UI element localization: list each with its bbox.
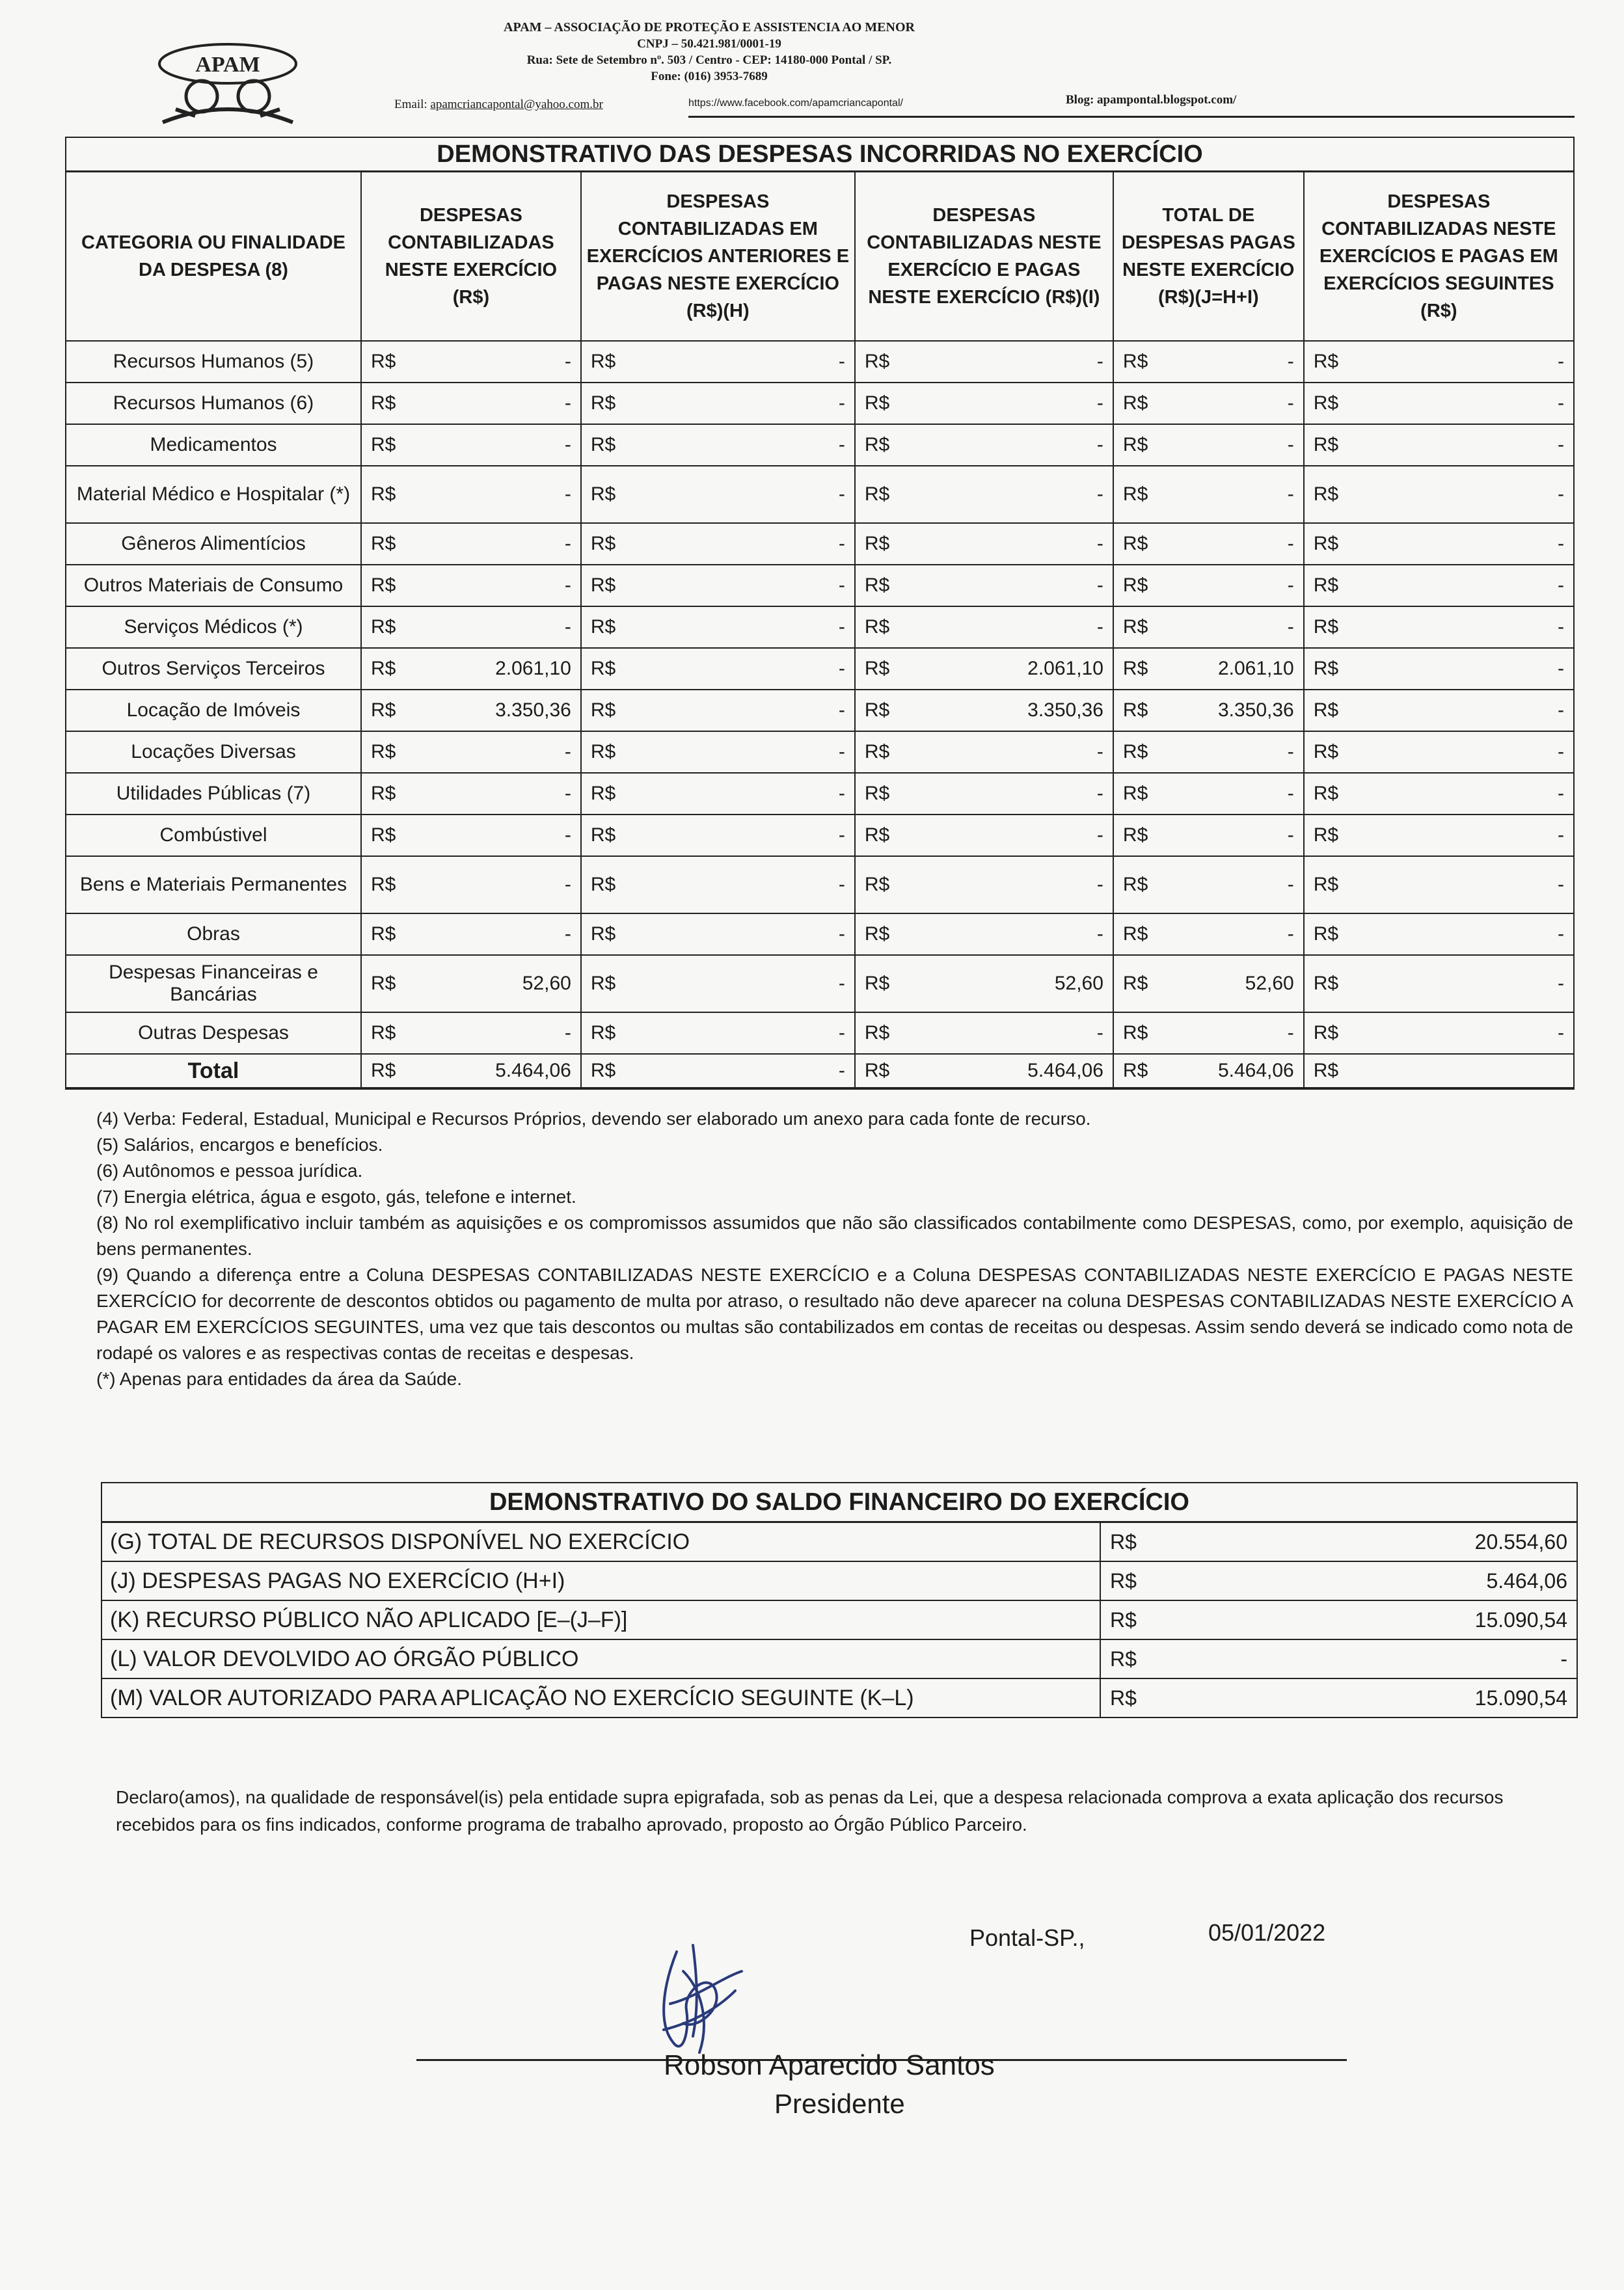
category-cell: Obras — [66, 913, 361, 955]
amount-cell: - — [900, 424, 1113, 466]
amount-cell: - — [900, 606, 1113, 648]
currency-label: R$ — [361, 913, 407, 955]
table-row — [66, 565, 1574, 606]
footnotes — [96, 1106, 1573, 1392]
amount-cell: - — [900, 731, 1113, 773]
currency-label: R$ — [581, 690, 627, 731]
table-row — [66, 856, 1574, 913]
amount-cell: - — [900, 913, 1113, 955]
currency-label: R$ — [1113, 523, 1159, 565]
category-cell: Outros Serviços Terceiros — [66, 648, 361, 690]
amount-cell: - — [407, 565, 581, 606]
currency-label: R$ — [581, 383, 627, 424]
currency-label: R$ — [1100, 1522, 1150, 1562]
signature-date: 05/01/2022 — [1208, 1919, 1326, 1946]
currency-label: R$ — [855, 523, 900, 565]
header-pagas: DESPESAS CONTABILIZADAS NESTE EXERCÍCIO E PAGAS NESTE EXERCÍCIO (R$)(I) — [855, 172, 1113, 342]
balance-label: (M) VALOR AUTORIZADO PARA APLICAÇÃO NO EXERCÍCIO SEGUINTE (K–L) — [102, 1678, 1100, 1717]
header-contabilizadas: DESPESAS CONTABILIZADAS NESTE EXERCÍCIO (R$) — [361, 172, 581, 342]
category-cell: Bens e Materiais Permanentes — [66, 856, 361, 913]
header-total-pagas: TOTAL DE DESPESAS PAGAS NESTE EXERCÍCIO (R$)(J=H+I) — [1113, 172, 1304, 342]
amount-cell: - — [900, 856, 1113, 913]
currency-label: R$ — [855, 1012, 900, 1054]
amount-cell: - — [1349, 856, 1574, 913]
amount-cell: - — [1159, 913, 1304, 955]
table-row — [66, 606, 1574, 648]
amount-cell: - — [627, 913, 855, 955]
blog-link[interactable]: Blog: apampontal.blogspot.com/ — [1066, 93, 1237, 107]
amount-cell: - — [407, 731, 581, 773]
currency-label: R$ — [855, 341, 900, 383]
email-label: Email: — [394, 98, 427, 111]
amount-cell: - — [627, 424, 855, 466]
balance-row — [102, 1600, 1577, 1639]
amount-cell: - — [1349, 424, 1574, 466]
currency-label: R$ — [581, 341, 627, 383]
org-name: APAM – ASSOCIAÇÃO DE PROTEÇÃO E ASSISTENCIA AO MENOR — [504, 20, 915, 34]
balance-value: 15.090,54 — [1150, 1600, 1577, 1639]
amount-cell: - — [627, 1012, 855, 1054]
amount-cell: - — [900, 1012, 1113, 1054]
amount-cell: - — [407, 773, 581, 815]
amount-cell: 52,60 — [900, 955, 1113, 1012]
amount-cell: - — [627, 1054, 855, 1088]
amount-cell: - — [1159, 606, 1304, 648]
balance-label: (L) VALOR DEVOLVIDO AO ÓRGÃO PÚBLICO — [102, 1639, 1100, 1678]
amount-cell: - — [627, 856, 855, 913]
table-row — [66, 466, 1574, 523]
currency-label: R$ — [1113, 913, 1159, 955]
handwritten-signature — [638, 1932, 768, 2062]
amount-cell: - — [1349, 913, 1574, 955]
balance-label: (G) TOTAL DE RECURSOS DISPONÍVEL NO EXERCÍCIO — [102, 1522, 1100, 1562]
currency-label: R$ — [1113, 773, 1159, 815]
note: (5) Salários, encargos e benefícios. — [96, 1135, 383, 1155]
currency-label: R$ — [581, 466, 627, 523]
apam-logo — [150, 31, 306, 129]
amount-cell: - — [900, 523, 1113, 565]
amount-cell: 52,60 — [1159, 955, 1304, 1012]
note: (7) Energia elétrica, água e esgoto, gás, telefone e internet. — [96, 1187, 576, 1207]
currency-label: R$ — [361, 955, 407, 1012]
amount-cell: - — [1349, 1012, 1574, 1054]
currency-label: R$ — [855, 955, 900, 1012]
amount-cell: - — [1159, 856, 1304, 913]
currency-label: R$ — [1304, 773, 1349, 815]
amount-cell: - — [1349, 690, 1574, 731]
amount-cell: - — [1159, 383, 1304, 424]
table-row — [66, 913, 1574, 955]
amount-cell: - — [1349, 383, 1574, 424]
currency-label: R$ — [581, 815, 627, 856]
currency-label: R$ — [361, 466, 407, 523]
amount-cell: - — [1159, 773, 1304, 815]
currency-label: R$ — [361, 606, 407, 648]
amount-cell — [1349, 1054, 1574, 1088]
amount-cell: - — [407, 424, 581, 466]
currency-label: R$ — [855, 1054, 900, 1088]
declaration-text: Declaro(amos), na qualidade de responsável(is) pela entidade supra epigrafada, sob as penas da Lei, que a despesa relacionada comprova a exata aplicação dos recursos recebidos para os fins indicados, conforme programa de trabalho aprovado, proposto ao Órgão Público Parceiro. — [116, 1787, 1504, 1835]
currency-label: R$ — [361, 523, 407, 565]
amount-cell: - — [1349, 815, 1574, 856]
currency-label: R$ — [581, 523, 627, 565]
amount-cell: - — [407, 815, 581, 856]
amount-cell: 3.350,36 — [900, 690, 1113, 731]
amount-cell: - — [900, 341, 1113, 383]
currency-label: R$ — [361, 815, 407, 856]
amount-cell: - — [627, 731, 855, 773]
currency-label: R$ — [1113, 341, 1159, 383]
amount-cell: - — [900, 466, 1113, 523]
amount-cell: - — [627, 341, 855, 383]
currency-label: R$ — [1113, 606, 1159, 648]
amount-cell: - — [1159, 565, 1304, 606]
amount-cell: - — [407, 606, 581, 648]
currency-label: R$ — [581, 1054, 627, 1088]
currency-label: R$ — [855, 648, 900, 690]
category-cell: Recursos Humanos (5) — [66, 341, 361, 383]
amount-cell: 2.061,10 — [900, 648, 1113, 690]
amount-cell: 2.061,10 — [1159, 648, 1304, 690]
currency-label: R$ — [1113, 1012, 1159, 1054]
amount-cell: - — [1349, 955, 1574, 1012]
amount-cell: 3.350,36 — [1159, 690, 1304, 731]
amount-cell: - — [627, 466, 855, 523]
table-row — [66, 731, 1574, 773]
note: (9) Quando a diferença entre a Coluna DESPESAS CONTABILIZADAS NESTE EXERCÍCIO e a Coluna DESPESAS CONTABILIZADAS NESTE EXERCÍCIO E PAGAS NESTE EXERCÍCIO for decorrente de descontos obtidos ou pagamento de multa por atraso, o resultado não deve aparecer na coluna DESPESAS CONTABILIZADAS NESTE EXERCÍCIO A PAGAR EM EXERCÍCIOS SEGUINTES, uma vez que tais descontos ou multas são contabilizados em contas de receitas ou despesas. Assim sendo deverá se indicado como nota de rodapé os valores e as respectivas contas de receitas e despesas. — [96, 1265, 1573, 1363]
amount-cell: - — [1159, 341, 1304, 383]
currency-label: R$ — [361, 690, 407, 731]
table-row — [66, 773, 1574, 815]
balance-value: - — [1150, 1639, 1577, 1678]
amount-cell: - — [627, 773, 855, 815]
currency-label: R$ — [855, 773, 900, 815]
balance-value: 15.090,54 — [1150, 1678, 1577, 1717]
currency-label: R$ — [855, 856, 900, 913]
balance-label: (J) DESPESAS PAGAS NO EXERCÍCIO (H+I) — [102, 1561, 1100, 1600]
currency-label: R$ — [1113, 690, 1159, 731]
balance-row — [102, 1678, 1577, 1717]
currency-label: R$ — [1304, 466, 1349, 523]
amount-cell: - — [407, 466, 581, 523]
amount-cell: - — [1159, 1012, 1304, 1054]
org-cnpj: CNPJ – 50.421.981/0001-19 — [637, 37, 781, 51]
currency-label: R$ — [1113, 383, 1159, 424]
currency-label: R$ — [581, 913, 627, 955]
currency-label: R$ — [1304, 856, 1349, 913]
amount-cell: - — [1159, 466, 1304, 523]
amount-cell: - — [1159, 523, 1304, 565]
amount-cell: - — [900, 773, 1113, 815]
currency-label: R$ — [361, 731, 407, 773]
currency-label: R$ — [361, 648, 407, 690]
table-row — [66, 424, 1574, 466]
header-category: CATEGORIA OU FINALIDADE DA DESPESA (8) — [66, 172, 361, 342]
currency-label: R$ — [361, 1054, 407, 1088]
currency-label: R$ — [1113, 955, 1159, 1012]
note: (*) Apenas para entidades da área da Saúde. — [96, 1369, 462, 1389]
currency-label: R$ — [1113, 648, 1159, 690]
currency-label: R$ — [1304, 341, 1349, 383]
currency-label: R$ — [1304, 731, 1349, 773]
amount-cell: - — [627, 955, 855, 1012]
letterhead — [351, 20, 1067, 85]
currency-label: R$ — [1113, 731, 1159, 773]
currency-label: R$ — [1304, 690, 1349, 731]
header-anteriores: DESPESAS CONTABILIZADAS EM EXERCÍCIOS ANTERIORES E PAGAS NESTE EXERCÍCIO (R$)(H) — [581, 172, 855, 342]
category-cell: Utilidades Públicas (7) — [66, 773, 361, 815]
currency-label: R$ — [581, 955, 627, 1012]
amount-cell: - — [627, 606, 855, 648]
balance-row — [102, 1522, 1577, 1562]
amount-cell: - — [407, 383, 581, 424]
currency-label: R$ — [855, 606, 900, 648]
currency-label: R$ — [1304, 1012, 1349, 1054]
facebook-link[interactable]: https://www.facebook.com/apamcriancapontal/ — [688, 98, 903, 109]
amount-cell: - — [1159, 424, 1304, 466]
currency-label: R$ — [1304, 648, 1349, 690]
amount-cell: 5.464,06 — [407, 1054, 581, 1088]
currency-label: R$ — [581, 565, 627, 606]
header-seguintes: DESPESAS CONTABILIZADAS NESTE EXERCÍCIOS E PAGAS EM EXERCÍCIOS SEGUINTES (R$) — [1304, 172, 1574, 342]
amount-cell: - — [407, 913, 581, 955]
amount-cell: - — [627, 690, 855, 731]
category-cell: Locações Diversas — [66, 731, 361, 773]
amount-cell: - — [627, 383, 855, 424]
amount-cell: - — [1349, 648, 1574, 690]
currency-label: R$ — [1113, 1054, 1159, 1088]
amount-cell: - — [900, 565, 1113, 606]
currency-label: R$ — [855, 815, 900, 856]
amount-cell: - — [627, 565, 855, 606]
currency-label: R$ — [581, 606, 627, 648]
expenses-header-row — [66, 172, 1574, 342]
currency-label: R$ — [1113, 856, 1159, 913]
amount-cell: - — [407, 856, 581, 913]
currency-label: R$ — [855, 731, 900, 773]
table-row — [66, 1012, 1574, 1054]
total-row — [66, 1054, 1574, 1088]
currency-label: R$ — [1100, 1639, 1150, 1678]
currency-label: R$ — [581, 856, 627, 913]
email-link[interactable]: apamcriancapontal@yahoo.com.br — [430, 98, 603, 111]
amount-cell: 52,60 — [407, 955, 581, 1012]
amount-cell: - — [900, 383, 1113, 424]
amount-cell: 5.464,06 — [900, 1054, 1113, 1088]
currency-label: R$ — [855, 466, 900, 523]
currency-label: R$ — [581, 731, 627, 773]
currency-label: R$ — [361, 341, 407, 383]
signature-place: Pontal-SP., — [969, 1924, 1085, 1951]
table-row — [66, 648, 1574, 690]
currency-label: R$ — [581, 648, 627, 690]
currency-label: R$ — [855, 565, 900, 606]
signer-name: Robson Aparecido Santos — [664, 2049, 995, 2081]
amount-cell: - — [407, 523, 581, 565]
table-row — [66, 383, 1574, 424]
currency-label: R$ — [1113, 466, 1159, 523]
category-cell: Outros Materiais de Consumo — [66, 565, 361, 606]
currency-label: R$ — [855, 690, 900, 731]
balance-value: 5.464,06 — [1150, 1561, 1577, 1600]
total-label: Total — [66, 1054, 361, 1088]
category-cell: Gêneros Alimentícios — [66, 523, 361, 565]
table-row — [66, 690, 1574, 731]
table-row — [66, 955, 1574, 1012]
amount-cell: - — [1159, 815, 1304, 856]
currency-label: R$ — [1304, 1054, 1349, 1088]
amount-cell: - — [1349, 731, 1574, 773]
amount-cell: - — [1349, 773, 1574, 815]
balance-table — [101, 1482, 1578, 1718]
currency-label: R$ — [1100, 1561, 1150, 1600]
note: (4) Verba: Federal, Estadual, Municipal e Recursos Próprios, devendo ser elaborado um anexo para cada fonte de recurso. — [96, 1109, 1091, 1129]
category-cell: Combústivel — [66, 815, 361, 856]
balance-label: (K) RECURSO PÚBLICO NÃO APLICADO [E–(J–F)] — [102, 1600, 1100, 1639]
header-rule — [688, 116, 1575, 118]
currency-label: R$ — [1304, 424, 1349, 466]
table-row — [66, 341, 1574, 383]
expenses-table — [65, 137, 1575, 1090]
org-email — [394, 98, 603, 112]
currency-label: R$ — [361, 773, 407, 815]
expenses-title: DEMONSTRATIVO DAS DESPESAS INCORRIDAS NO EXERCÍCIO — [66, 137, 1574, 172]
note: (6) Autônomos e pessoa jurídica. — [96, 1161, 363, 1181]
category-cell: Material Médico e Hospitalar (*) — [66, 466, 361, 523]
category-cell: Despesas Financeiras e Bancárias — [66, 955, 361, 1012]
category-cell: Outras Despesas — [66, 1012, 361, 1054]
currency-label: R$ — [1304, 815, 1349, 856]
amount-cell: - — [900, 815, 1113, 856]
currency-label: R$ — [581, 773, 627, 815]
currency-label: R$ — [361, 856, 407, 913]
currency-label: R$ — [1113, 424, 1159, 466]
currency-label: R$ — [1100, 1678, 1150, 1717]
currency-label: R$ — [581, 1012, 627, 1054]
amount-cell: 2.061,10 — [407, 648, 581, 690]
amount-cell: 5.464,06 — [1159, 1054, 1304, 1088]
amount-cell: - — [1159, 731, 1304, 773]
currency-label: R$ — [855, 424, 900, 466]
svg-text:APAM: APAM — [195, 53, 260, 77]
signer-role: Presidente — [774, 2088, 905, 2119]
category-cell: Recursos Humanos (6) — [66, 383, 361, 424]
balance-row — [102, 1639, 1577, 1678]
amount-cell: 3.350,36 — [407, 690, 581, 731]
amount-cell: - — [627, 648, 855, 690]
currency-label: R$ — [1304, 523, 1349, 565]
currency-label: R$ — [581, 424, 627, 466]
currency-label: R$ — [361, 383, 407, 424]
balance-title: DEMONSTRATIVO DO SALDO FINANCEIRO DO EXERCÍCIO — [102, 1483, 1577, 1522]
currency-label: R$ — [855, 383, 900, 424]
currency-label: R$ — [1304, 913, 1349, 955]
table-row — [66, 815, 1574, 856]
amount-cell: - — [627, 815, 855, 856]
amount-cell: - — [1349, 606, 1574, 648]
category-cell: Locação de Imóveis — [66, 690, 361, 731]
amount-cell: - — [1349, 466, 1574, 523]
category-cell: Serviços Médicos (*) — [66, 606, 361, 648]
amount-cell: - — [407, 341, 581, 383]
currency-label: R$ — [1304, 565, 1349, 606]
currency-label: R$ — [1113, 565, 1159, 606]
note: (8) No rol exemplificativo incluir também as aquisições e os compromissos assumidos que não são classificados contabilmente como DESPESAS, como, por exemplo, aquisição de bens permanentes. — [96, 1213, 1573, 1259]
amount-cell: - — [1349, 565, 1574, 606]
currency-label: R$ — [361, 1012, 407, 1054]
currency-label: R$ — [1304, 955, 1349, 1012]
currency-label: R$ — [1113, 815, 1159, 856]
org-phone: Fone: (016) 3953-7689 — [651, 70, 768, 83]
currency-label: R$ — [361, 565, 407, 606]
balance-row — [102, 1561, 1577, 1600]
balance-value: 20.554,60 — [1150, 1522, 1577, 1562]
currency-label: R$ — [361, 424, 407, 466]
currency-label: R$ — [1304, 606, 1349, 648]
table-row — [66, 523, 1574, 565]
amount-cell: - — [1349, 523, 1574, 565]
org-address: Rua: Sete de Setembro nº. 503 / Centro - CEP: 14180-000 Pontal / SP. — [526, 53, 892, 67]
amount-cell: - — [1349, 341, 1574, 383]
currency-label: R$ — [855, 913, 900, 955]
currency-label: R$ — [1304, 383, 1349, 424]
amount-cell: - — [627, 523, 855, 565]
amount-cell: - — [407, 1012, 581, 1054]
currency-label: R$ — [1100, 1600, 1150, 1639]
category-cell: Medicamentos — [66, 424, 361, 466]
